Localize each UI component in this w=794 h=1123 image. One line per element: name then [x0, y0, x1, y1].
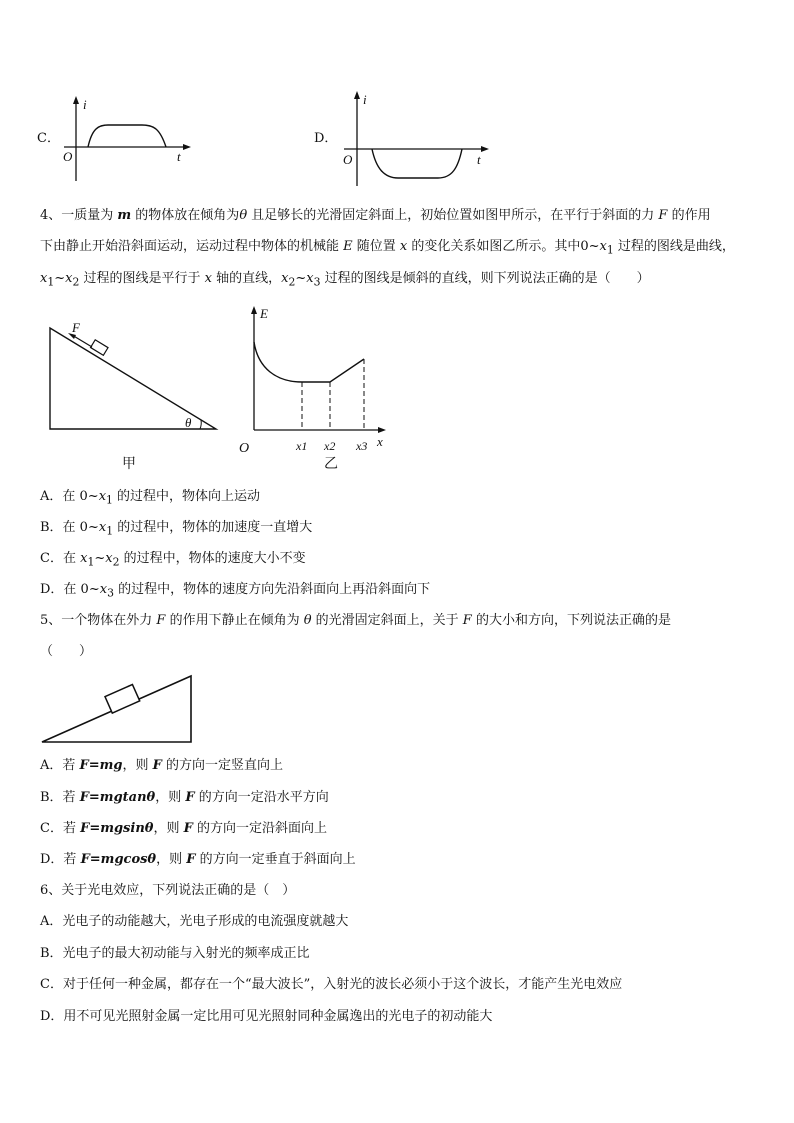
- option-d-label: D．: [314, 131, 338, 146]
- yi-x-arrow: [378, 427, 386, 433]
- q5-option-a: A．若 F=mg，则 F 的方向一定竖直向上: [40, 758, 284, 773]
- graph-d-y-arrow: [354, 91, 360, 99]
- q5-option-d: D．若 F=mgcosθ，则 F 的方向一定垂直于斜面向上: [40, 852, 356, 867]
- yi-x-label: x: [377, 434, 383, 449]
- yi-energy-curve: [254, 342, 364, 382]
- q5-block: [105, 684, 140, 713]
- graph-d-origin: O: [343, 152, 353, 167]
- q6-option-a: A．光电子的动能越大，光电子形成的电流强度就越大: [40, 914, 349, 929]
- yi-tick-x1: x1: [296, 439, 308, 453]
- q4-option-c: C．在 $x_1\sim x_2$ 的过程中，物体的速度大小不变: [40, 551, 306, 569]
- angle-arc: [200, 420, 201, 429]
- graph-c-y-label: i: [83, 97, 87, 112]
- graph-d: [340, 90, 500, 190]
- q4-stem-line-2: 下由静止开始沿斜面运动，运动过程中物体的机械能 E 随位置 x 的变化关系如图乙所示。其中$0\sim x_1$ 过程的图线是曲线，: [40, 239, 735, 257]
- yi-tick-x3: x3: [356, 439, 368, 453]
- q5-option-b: B．若 F=mgtanθ，则 F 的方向一定沿水平方向: [40, 790, 329, 805]
- figure-jia-caption: 甲: [122, 457, 136, 472]
- q4-stem-line-1: 4、一质量为 m 的物体放在倾角为θ 且足够长的光滑固定斜面上，初始位置如图甲所示，在平行于斜面的力 F 的作用: [40, 208, 711, 223]
- q6-option-d: D．用不可见光照射金属一定比用可见光照射同种金属逸出的光电子的初动能大: [40, 1009, 493, 1024]
- graph-d-curve: [372, 149, 462, 178]
- q6-option-b: B．光电子的最大初动能与入射光的频率成正比: [40, 946, 310, 961]
- angle-label: θ: [185, 415, 192, 430]
- q6-stem: 6、关于光电效应，下列说法正确的是（ ）: [40, 883, 296, 898]
- yi-tick-x2: x2: [324, 439, 336, 453]
- q5-option-c: C．若 F=mgsinθ，则 F 的方向一定沿斜面向上: [40, 821, 327, 836]
- q6-option-c: C．对于任何一种金属，都存在一个“最大波长”，入射光的波长必须小于这个波长，才能产生光电效应: [40, 977, 623, 992]
- incline-triangle: [50, 328, 216, 429]
- q4-option-b: B．在 $0\sim x_1$ 的过程中，物体的加速度一直增大: [40, 520, 313, 538]
- graph-d-y-label: i: [363, 92, 367, 107]
- q4-stem-line-3: $x_1\sim x_2$ 过程的图线是平行于 x 轴的直线，$x_2\sim x_3$ 过程的图线是倾斜的直线，则下列说法正确的是（ ）: [40, 271, 650, 289]
- graph-d-x-arrow: [481, 146, 489, 152]
- graph-c-curve: [88, 125, 166, 147]
- block: [91, 340, 108, 355]
- graph-c-x-label: t: [177, 149, 181, 164]
- figure-yi-caption: 乙: [324, 457, 338, 472]
- graph-d-x-label: t: [477, 152, 481, 167]
- graph-c: [60, 95, 200, 185]
- figure-jia: [44, 316, 224, 476]
- yi-y-arrow: [251, 306, 257, 314]
- figure-yi: [236, 302, 396, 476]
- graph-c-y-arrow: [73, 96, 79, 104]
- yi-origin: O: [239, 441, 250, 456]
- q5-paren: （ ）: [40, 644, 93, 659]
- force-label: F: [72, 320, 80, 335]
- q4-option-a: A．在 $0\sim x_1$ 的过程中，物体向上运动: [40, 489, 261, 507]
- yi-y-label: E: [260, 306, 268, 321]
- graph-c-origin: O: [63, 149, 73, 164]
- q5-stem: 5、一个物体在外力 F 的作用下静止在倾角为 θ 的光滑固定斜面上，关于 F 的大小和方向，下列说法正确的是: [40, 613, 671, 628]
- graph-c-x-arrow: [183, 144, 191, 150]
- q4-option-d: D．在 $0\sim x_3$ 的过程中，物体的速度方向先沿斜面向上再沿斜面向下: [40, 582, 431, 600]
- option-c-label: C．: [37, 131, 60, 146]
- figure-q5-incline: [38, 672, 198, 748]
